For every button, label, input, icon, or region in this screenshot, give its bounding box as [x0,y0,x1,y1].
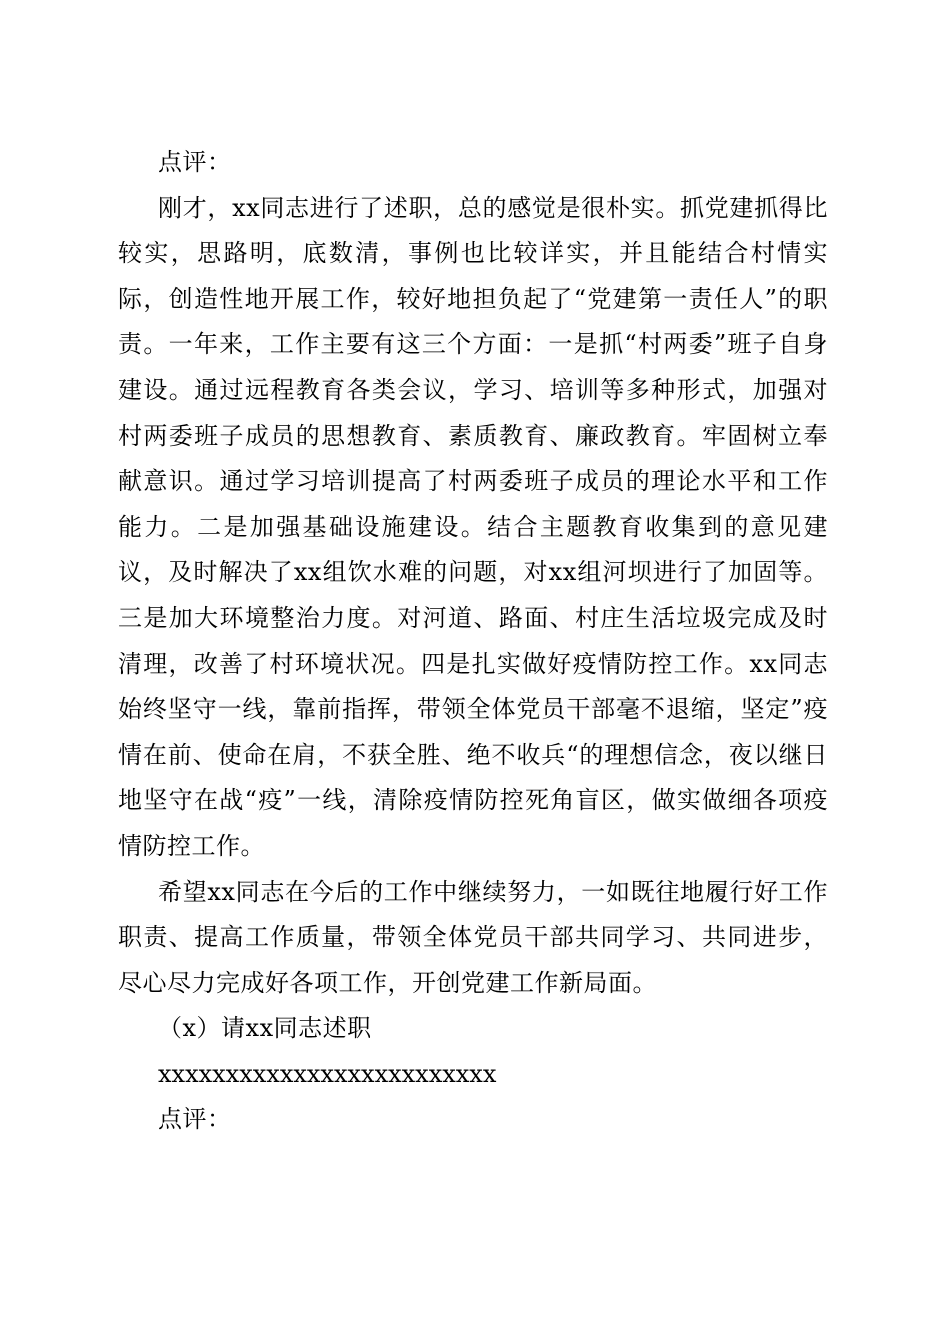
comment-paragraph: 刚才，xx同志进行了述职，总的感觉是很朴实。抓党建抓得比较实，思路明，底数清，事例也比较详实，并且能结合村情实际，创造性地开展工作，较好地担负起了“党建第一责任人”的职责。一年来，工作主要有这三个方面：一是抓“村两委”班子自身建设。通过远程教育各类会议，学习、培训等多种形式，加强对村两委班子成员的思想教育、素质教育、廉政教育。牢固树立奉献意识。通过学习培训提高了村两委班子成员的理论水平和工作能力。二是加强基础设施建设。结合主题教育收集到的意见建议，及时解决了xx组饮水难的问题，对xx组河坝进行了加固等。三是加大环境整治力度。对河道、路面、村庄生活垃圾完成及时清理，改善了村环境状况。四是扎实做好疫情防控工作。xx同志始终坚守一线，靠前指挥，带领全体党员干部毫不退缩，坚定”疫情在前、使命在肩，不获全胜、绝不收兵“的理想信念，夜以继日地坚守在战“疫”一线，清除疫情防控死角盲区，做实做细各项疫情防控工作。 [118,193,828,860]
comment-label-2: 点评： [158,1105,232,1134]
document-body [118,140,828,1143]
placeholder-line: xxxxxxxxxxxxxxxxxxxxxxxxx [158,1059,497,1088]
hope-paragraph: 希望xx同志在今后的工作中继续努力，一如既往地履行好工作职责、提高工作质量，带领全体党员干部共同学习、共同进步，尽心尽力完成好各项工作，开创党建工作新局面。 [118,877,828,997]
comment-label: 点评： [158,148,232,176]
section-heading: （x）请xx同志述职 [158,1014,372,1043]
